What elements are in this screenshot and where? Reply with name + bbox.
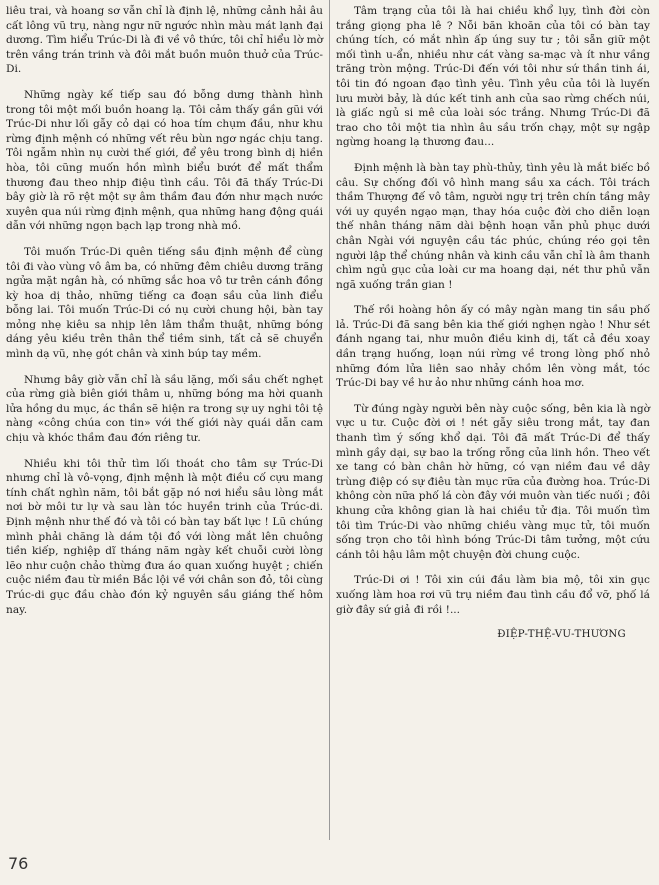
paragraph: Thế rồi hoàng hôn ấy có mây ngàn mang tin sầu phố lả. Trúc-Di đã sang bên kia thế giới nghẹn ngào ! Như sét đánh ngang tai, như muôn điều kinh dị, tất cả đều xoay dần trạng huống, loạn núi rừng về trong lòng phố nhỏ những đóm lửa liên sao nhảy chồm lên vòng mắt, tóc Trúc-Di bay về hư ảo như những cánh hoa mơ. xyxy=(336,304,650,390)
paragraph: Nhiều khi tôi thử tìm lối thoát cho tâm sự Trúc-Di nhưng chỉ là vô-vọng, định mệnh là một điều cố cựu mang tính chất nghìn năm, tôi bắt gặp nó nơi hiểu sâu lòng mắt nơi bờ môi tư lự và sau làn tóc huyền trinh của Trúc-di. Định mệnh như thế đó và tôi có bàn tay bất lực ! Lũ chúng mình phải chăng là dám tội đồ với lòng mắt lên chuông tiền kiếp, nghiệp dĩ tháng năm ngày kết chuỗi cười lòng lẽo như cuộn chảo thừng đưa áo quan xuống huyệt ; chiến cuộc niềm đau từ miền Bắc lội về với chân son đỏ, tôi cùng Trúc-di gục đầu chào đón kỷ nguyên sầu giáng thế hôm nay. xyxy=(6,457,323,616)
paragraph: Định mệnh là bàn tay phù-thủy, tình yêu là mắt biếc bồ câu. Sự chống đối vô hình mang sầu xa cách. Tôi trách thầm Thượng đế vô tâm, người ngự trị trên chín tầng mây với uy quyền ngạo mạn, thay hóa cuộc đời cho diễn loạn thế nhân tháng năm dài bệnh hoạn vẫn phủ phục dưới chân Ngài với nguyện cầu tác phúc, chúng réo gọi tên người lập thể chúng nhân và kinh cầu vẫn chỉ là âm thanh chìm ngủ gục của loài cư ma hoang dại, nét thư phủ vẫn ngã xuống trần gian ! xyxy=(336,161,650,291)
paragraph: Tôi muốn Trúc-Di quên tiếng sầu định mệnh để cùng tôi đi vào vùng vô âm ba, có những đêm chiêu dương trăng ngửa mặt ngân hà, có những sắc hoa vô tư trên cánh đồng kỳ hoa dị thảo, những tiếng ca đoạn sầu của linh điểu bỗng lai. Tôi muốn Trúc-Di có nụ cười chung hội, bàn tay mỏng nhẹ kiêu sa nhịp lên lâm thẩm thuật, những bóng dáng yêu kiều trên thân thể tiềm sinh, tất cả sẽ chuyển mình dạ vũ, nhẹ gót chân và xinh búp tay mềm. xyxy=(6,245,323,361)
right-column xyxy=(336,4,650,643)
paragraph: Trúc-Di ơi ! Tôi xin cúi đầu làm bia mộ, tôi xin gục xuống làm hoa rơi vũ trụ niềm đau tình cầu đổ vỡ, phố lá giờ đây sứ giả đi rồi !... xyxy=(336,574,650,616)
paragraph: Những ngày kế tiếp sau đó bỗng dưng thành hình trong tôi một mối buồn hoang lạ. Tôi cảm thấy gần gũi với Trúc-Di như lối gẫy cỏ dại có hoa tím chụm đầu, như khu rừng định mệnh có những vết rêu bùn ngơ ngác chịu tang. Tôi ngẫm nhìn nụ cười thế giới, để yêu trong bình dị hiền hòa, tôi cũng muốn hồn mình biểu bướt để mất thẩm thương đau theo nhịp điệu tình cầu. Tôi đã thấy Trúc-Di bây giờ là rõ rệt một sự âm thầm đau đớn như mạch nước xuyên qua núi rừng định mệnh, qua những hang động quái dẫn với những ngọn bạch lạp trong nhà mồ. xyxy=(6,88,323,233)
author-signature: ĐIỆP-THỆ-VU-THƯƠNG xyxy=(497,629,626,641)
page-number: 76 xyxy=(8,854,29,873)
paragraph: Nhưng bây giờ vẫn chỉ là sầu lặng, mối sầu chết nghẹt của rừng già biên giới thâm u, những bóng ma hời quanh lửa hồng du mục, ác thần sẽ hiện ra trong sự uy nghi tôi tệ nàng «công chúa con tin» với thế giới này quái dẫn cam chịu và khóc thầm đau đớn riêng tư. xyxy=(6,373,323,445)
column-divider xyxy=(329,0,330,840)
paragraph: Tâm trạng của tôi là hai chiều khổ lụy, tình đời còn trắng giọng pha lê ? Nỗi băn khoăn của tôi có bàn tay chúng tích, có mắt nhìn ấp úng suy tư ; tôi sẵn giữ một mối tình u-ẩn, nhiều như cát vàng sa-mạc và ít như vầng trăng tròn mộng. Trúc-Di đến với tôi như sứ thần tinh ái, tôi tin đó ngoan đạo tình yêu. Tình yêu của tôi là luyến lưu mười bảy, là dúc kết tinh anh của sao rừng chếch núi, là giấc ngủ si mê của loài sóc trắng. Nhưng Trúc-Di đã trao cho tôi một tia nhìn âu sầu trốn chạy, một sự ngập ngừng hoang lạ thương đau... xyxy=(336,5,650,149)
paragraph: liêu trai, và hoang sơ vẫn chỉ là định lệ, những cảnh hải âu cất lông vũ trụ, nàng ngư nữ ngước nhìn màu mát lạnh đại dương. Tìm hiểu Trúc-Di là đi về vô thức, tôi chỉ hiểu lờ mờ trên vầng trán trinh và đôi mắt buồn muôn thuở của Trúc-Di. xyxy=(6,5,323,76)
left-column xyxy=(6,4,323,628)
paragraph: Từ đúng ngày người bên này cuộc sống, bên kia là ngờ vực u tư. Cuộc đời ơi ! nét gẫy siêu trong mắt, tay đan thanh tìm ý sống khổ dại. Tôi đã mất Trúc-Di để thấy mình gầy dại, sự bao la trống rỗng của linh hồn. Theo vết xe tang có bàn chân hờ hững, có vạn niềm đau về dây trùng điệp có sự điêu tàn mục rữa của đường hoa. Trúc-Di không còn nữa phố lá còn đây với muôn vàn tiếc nuối ; đôi khung cửa không gian là hai chiều tử địa. Tôi muốn tìm tôi tìm Trúc-Di vào những chiều vàng mục tử, tôi muốn sống trọn cho tôi hình bóng Trúc-Di tâm tưởng, một cứu cánh tôi hậu lâm một chuyện đời chung cuộc. xyxy=(336,402,650,561)
